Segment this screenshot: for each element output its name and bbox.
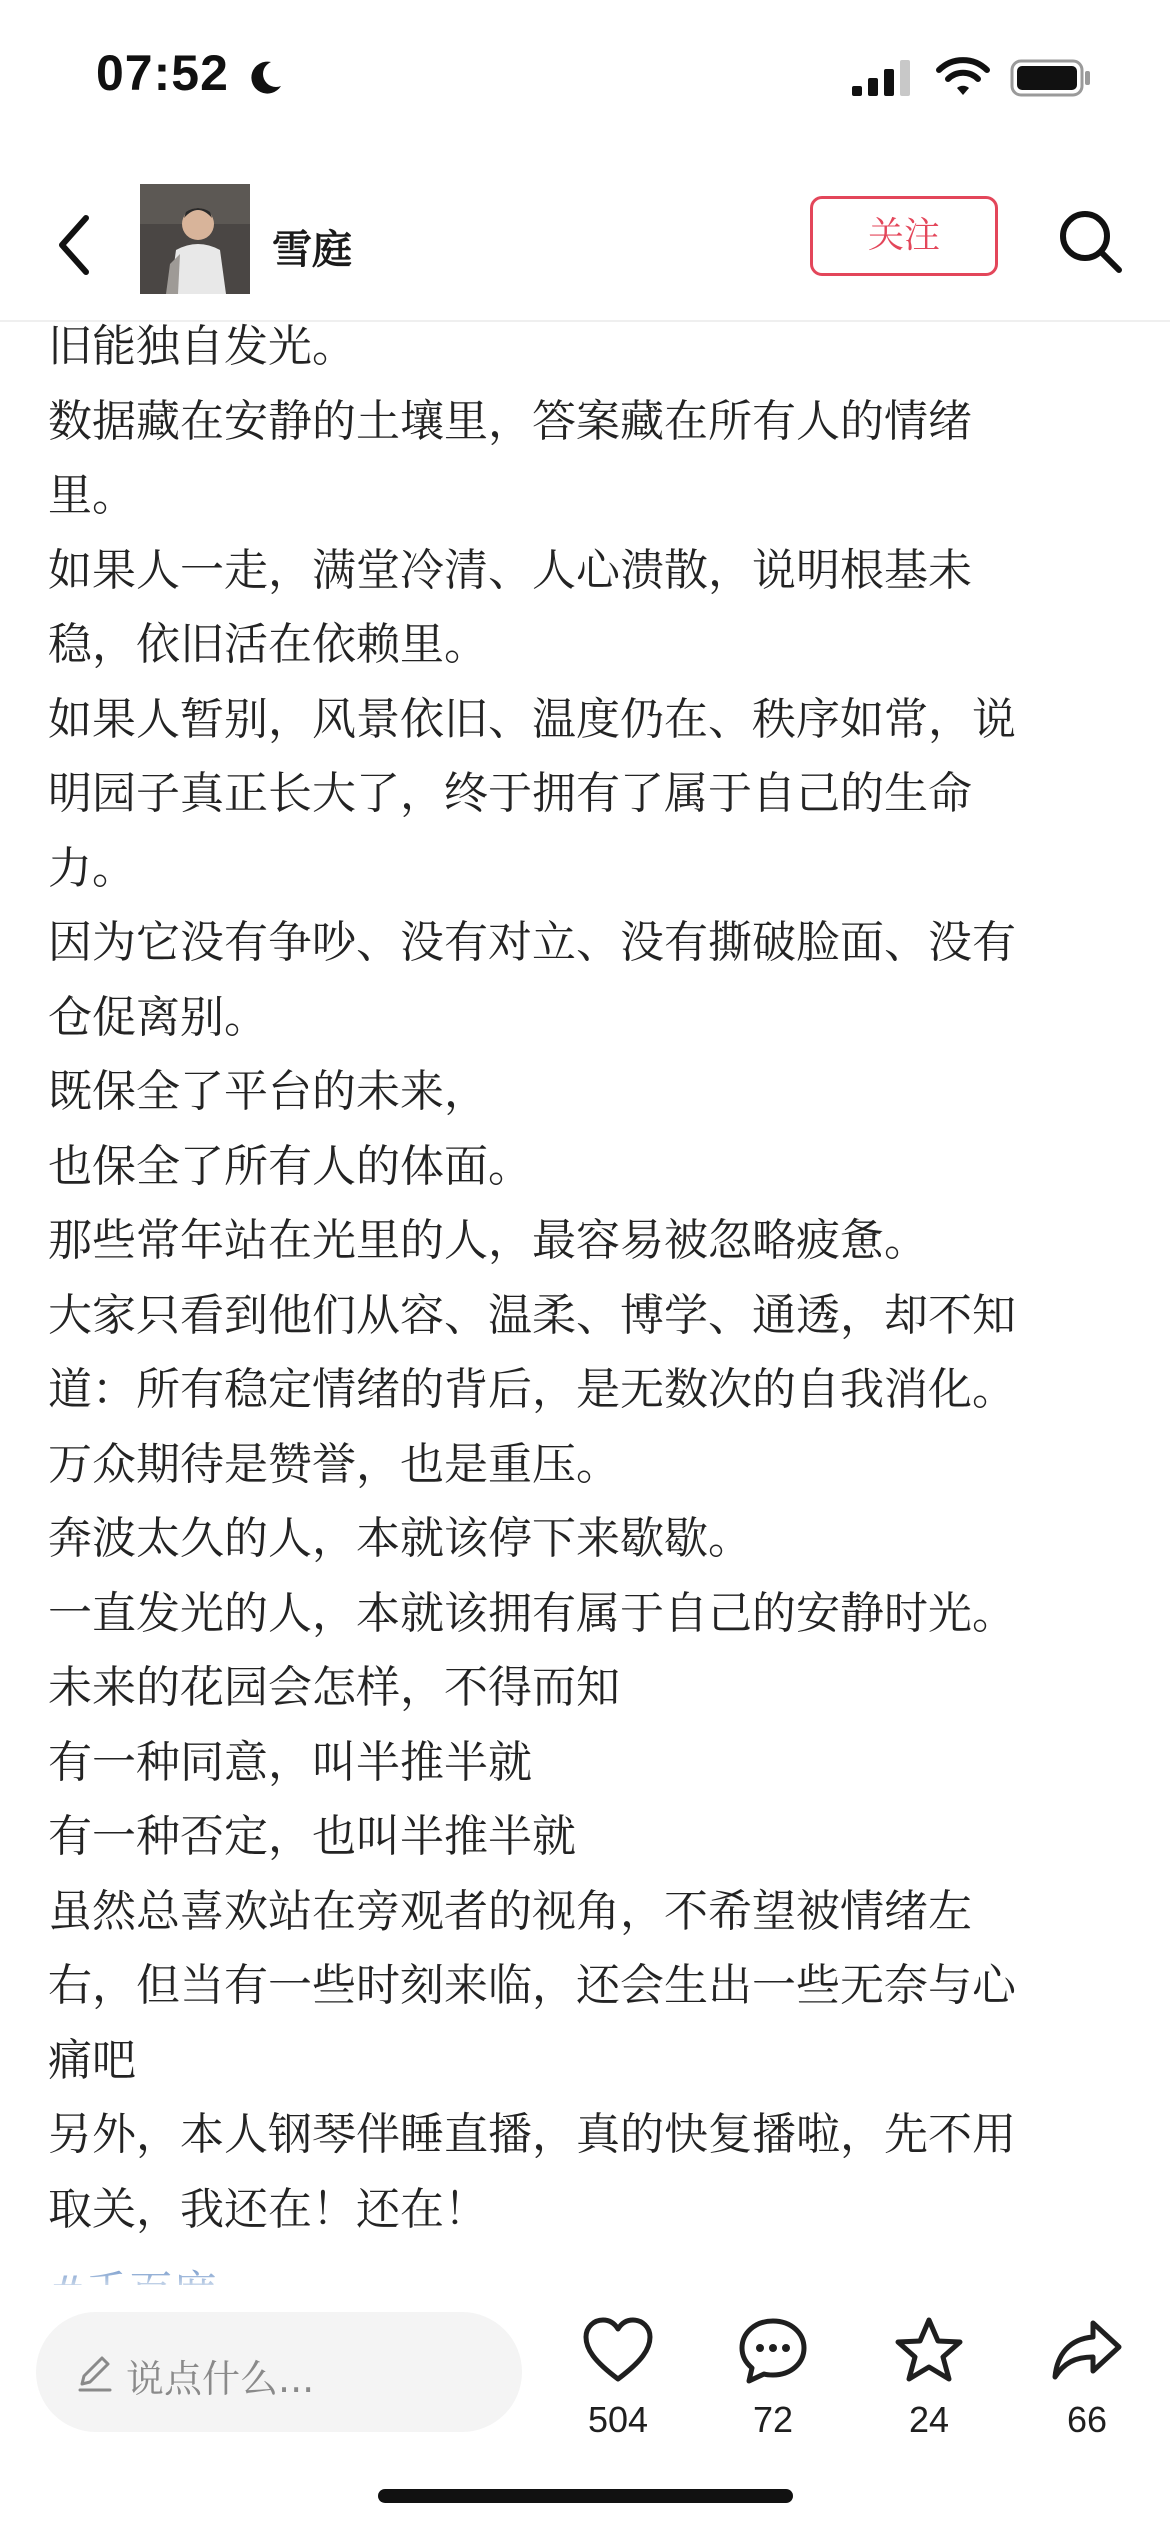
- nav-header: [0, 170, 1170, 322]
- like-button[interactable]: [553, 2315, 683, 2475]
- post-line: 仓促离别。: [48, 991, 268, 1043]
- moon-icon: [245, 58, 285, 98]
- post-line: 如果人一走，满堂冷清、人心溃散，说明根基未: [48, 544, 972, 596]
- home-indicator[interactable]: [378, 2489, 793, 2503]
- battery-icon: [1010, 58, 1092, 98]
- post-line: 如果人暂别，风景依旧、温度仍在、秩序如常，说: [48, 693, 1016, 745]
- post-line: 那些常年站在光里的人，最容易被忽略疲惫。: [48, 1215, 928, 1266]
- post-line: 旧能独自发光。: [48, 321, 356, 372]
- post-line: 未来的花园会怎样，不得而知: [48, 1662, 620, 1713]
- pencil-icon: [74, 2352, 116, 2394]
- avatar[interactable]: [140, 184, 250, 294]
- share-button[interactable]: [1022, 2315, 1152, 2475]
- comment-icon: [737, 2315, 809, 2387]
- signal-icon: [850, 58, 912, 98]
- post-line: 数据藏在安静的土壤里，答案藏在所有人的情绪: [48, 395, 972, 447]
- follow-button[interactable]: 关注: [810, 196, 998, 276]
- back-icon[interactable]: [50, 210, 100, 280]
- post-line: 因为它没有争吵、没有对立、没有撕破脸面、没有: [48, 917, 1016, 968]
- comment-input[interactable]: [36, 2312, 522, 2432]
- post-line: 也保全了所有人的体面。: [48, 1140, 532, 1192]
- favorite-button[interactable]: [864, 2315, 994, 2475]
- share-count: 66: [1066, 2399, 1108, 2440]
- post-line: 里。: [48, 470, 136, 521]
- post-line: 右，但当有一些时刻来临，还会生出一些无奈与心: [48, 1960, 1016, 2011]
- username[interactable]: 雪庭: [272, 227, 352, 273]
- heart-icon: [582, 2315, 654, 2387]
- post-line: 有一种否定，也叫半推半就: [48, 1811, 576, 1862]
- star-icon: [893, 2315, 965, 2387]
- post-line: 另外，本人钢琴伴睡直播，真的快复播啦，先不用: [48, 2109, 1016, 2160]
- avatar-image: [140, 184, 250, 294]
- post-line: 稳，依旧活在依赖里。: [48, 619, 488, 670]
- post-body: [48, 310, 1123, 2270]
- post-line: 力。: [48, 842, 136, 894]
- post-line: 既保全了平台的未来，: [48, 1066, 488, 1117]
- favorite-count: 24: [908, 2399, 950, 2440]
- status-time: 07:52: [96, 45, 229, 101]
- post-line: 痛吧: [48, 2034, 136, 2086]
- post-line: 取关，我还在！还在！: [48, 2183, 488, 2235]
- content-fade: [0, 2255, 1170, 2285]
- post-line: 虽然总喜欢站在旁观者的视角，不希望被情绪左: [48, 1885, 972, 1937]
- search-icon[interactable]: [1055, 206, 1125, 276]
- post-line: 有一种同意，叫半推半就: [48, 1736, 532, 1788]
- post-line: 奔波太久的人，本就该停下来歇歇。: [48, 1513, 752, 1564]
- comment-placeholder: 说点什么...: [126, 2357, 315, 2401]
- post-line: 道：所有稳定情绪的背后，是无数次的自我消化。: [48, 1364, 1016, 1415]
- comment-button[interactable]: [708, 2315, 838, 2475]
- post-line: 一直发光的人，本就该拥有属于自己的安静时光。: [48, 1587, 1016, 1639]
- like-count: 504: [587, 2399, 649, 2440]
- status-bar: [0, 0, 1170, 150]
- comment-count: 72: [752, 2399, 794, 2440]
- share-icon: [1051, 2315, 1123, 2387]
- post-line: 万众期待是赞誉，也是重压。: [48, 1438, 620, 1490]
- wifi-icon: [935, 56, 991, 98]
- post-line: 大家只看到他们从容、温柔、博学、通透，却不知: [48, 1289, 1016, 1341]
- post-line: 明园子真正长大了，终于拥有了属于自己的生命: [48, 768, 972, 819]
